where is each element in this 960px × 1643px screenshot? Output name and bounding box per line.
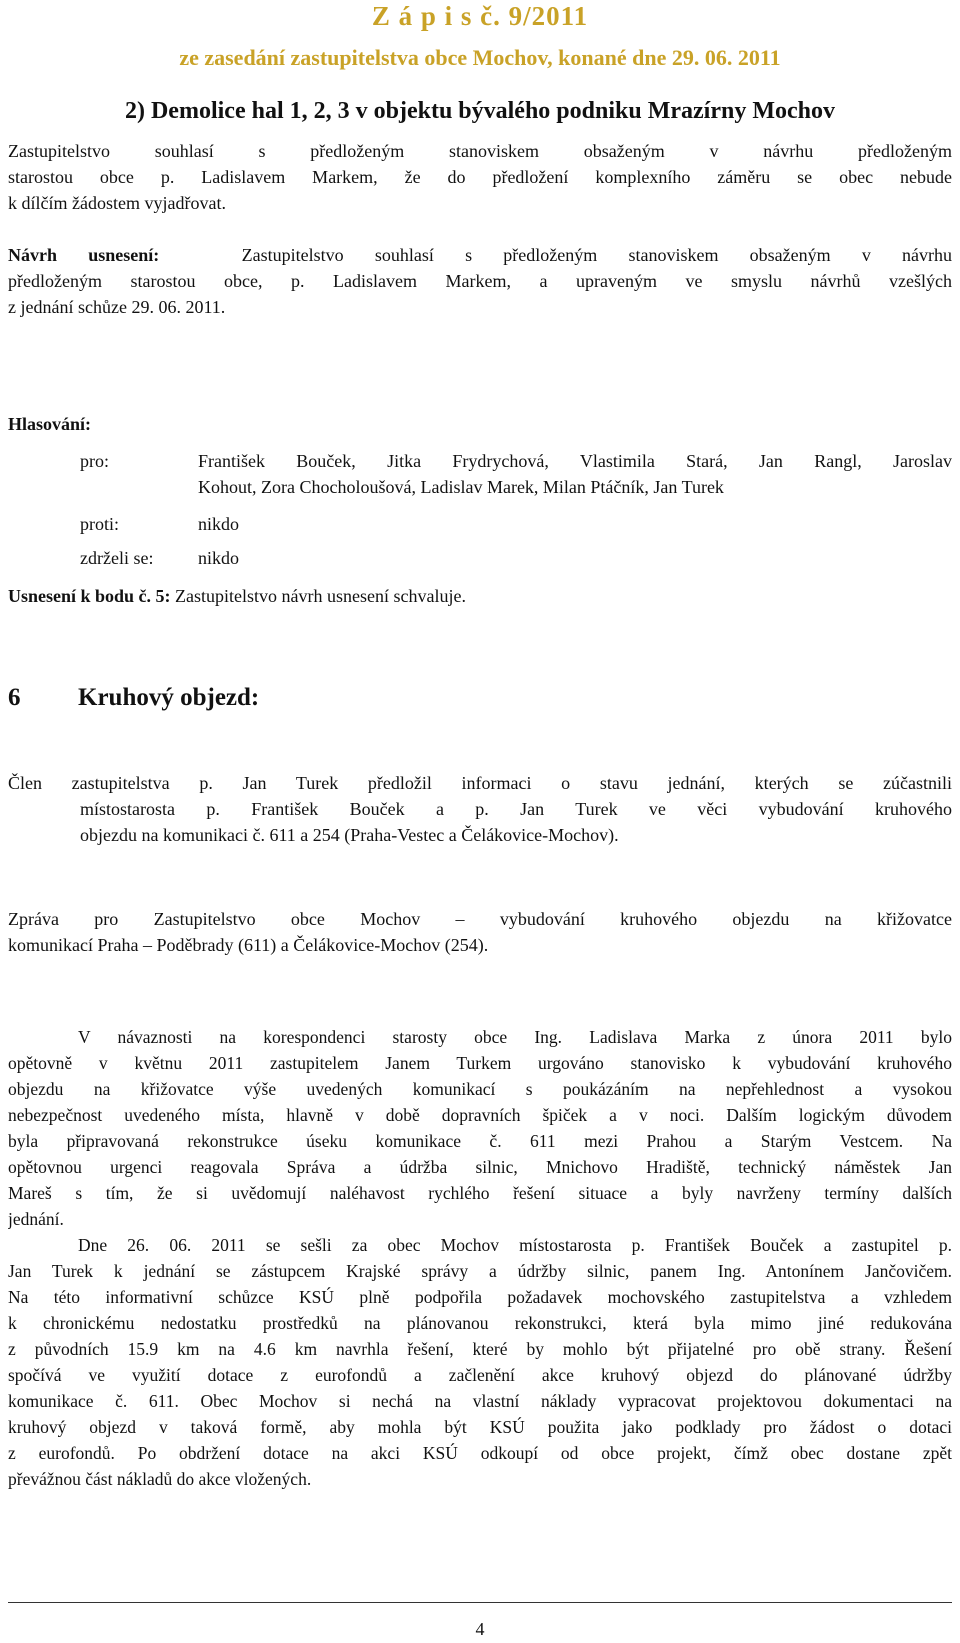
resolution: [8, 583, 466, 609]
body-line: spočívá ve využití dotace z eurofondů a začlenění akce kruhový objezd do plánované údržby: [8, 1365, 952, 1385]
intro-line: Člen zastupitelstva p. Jan Turek předložil informaci o stavu jednání, kterých se zúčastnili: [8, 773, 952, 793]
voting-label: Hlasování:: [8, 414, 92, 434]
report-line: Zpráva pro Zastupitelstvo obce Mochov – vybudování kruhového objezdu na křižovatce: [8, 909, 952, 929]
resolution-text: Zastupitelstvo návrh usnesení schvaluje.: [170, 586, 466, 606]
body-line: z eurofondů. Po obdržení dotace na akci KSÚ odkoupí od obce projekt, čímž obec dostane zpět: [8, 1443, 952, 1463]
body-line: převážnou část nákladů do akce vložených.: [8, 1469, 312, 1489]
report-body-2: [8, 1232, 952, 1492]
body-line: objezdu na křižovatce výše uvedených komunikací s poukázáním na nepřehlednost a vysokou: [8, 1079, 952, 1099]
body-line: z původních 15.9 km na 4.6 km navrhla řešení, které by mohlo být přijatelné pro obě strany. Řešení: [8, 1339, 952, 1359]
vote-for-line: František Bouček, Jitka Frydrychová, Vlastimila Stará, Jan Rangl, Jaroslav: [198, 451, 952, 471]
body-line: Na této informativní schůzce KSÚ plně podpořila požadavek mochovského zastupitelstva a vzhledem: [8, 1287, 952, 1307]
body-line: komunikace č. 611. Obec Mochov si nechá na vlastní náklady vypracovat projektovou dokumentaci na: [8, 1391, 952, 1411]
body-line: nebezpečnost uvedeného místa, hlavně v době dopravních špiček a v noci. Dalším logickým důvodem: [8, 1105, 952, 1125]
body-line: byla připravovaná rekonstrukce úseku komunikace č. 611 mezi Prahou a Starým Vestcem. Na: [8, 1131, 952, 1151]
section-6-number: 6: [8, 684, 21, 711]
section-6-intro: [8, 770, 952, 796]
proposal-line: z jednání schůze 29. 06. 2011.: [8, 297, 226, 317]
resolution-proposal: [8, 242, 952, 320]
proposal-label: Návrh usnesení:: [8, 245, 160, 265]
report-body-1: [8, 1024, 952, 1232]
vote-for-line: Kohout, Zora Chocholoušová, Ladislav Marek, Milan Ptáčník, Jan Turek: [198, 477, 724, 497]
intro-line: místostarosta p. František Bouček a p. Jan Turek ve věci vybudování kruhového: [80, 799, 952, 819]
proposal-line: Zastupitelstvo souhlasí s předloženým stanoviskem obsaženým v návrhu: [241, 245, 952, 265]
paragraph-line: k dílčím žádostem vyjadřovat.: [8, 193, 226, 213]
body-line: Dne 26. 06. 2011 se sešli za obec Mochov místostarosta p. František Bouček a zastupitel p.: [78, 1235, 952, 1255]
body-line: Jan Turek k jednání se zástupcem Krajské správy a údržby silnic, panem Ing. Antonínem Jančovičem.: [8, 1261, 952, 1281]
body-line: opětovně v květnu 2011 zastupitelem Janem Turkem urgováno stanovisko k vybudování kruhového: [8, 1053, 952, 1073]
vote-for-label: pro:: [80, 451, 109, 471]
body-line: Mareš s tím, že si uvědomují naléhavost rychlého řešení situace a byly navrženy termíny dalších: [8, 1183, 952, 1203]
document-page: [8, 0, 952, 1643]
paragraph-line: Zastupitelstvo souhlasí s předloženým stanoviskem obsaženým v návrhu předloženým: [8, 141, 952, 161]
body-line: kruhový objezd v taková formě, aby mohla být KSÚ použita jako podklady pro žádost o dotaci: [8, 1417, 952, 1437]
vote-against-label: proti:: [80, 514, 119, 534]
body-line: V návaznosti na korespondenci starosty obce Ing. Ladislava Marka z února 2011 bylo: [78, 1027, 952, 1047]
footer-divider: [8, 1602, 952, 1603]
document-title: Z á p i s č. 9/2011: [371, 1, 589, 31]
proposal-line: předloženým starostou obce, p. Ladislavem Markem, a upraveným ve smyslu návrhů vzešlých: [8, 271, 952, 291]
report-line: komunikací Praha – Poděbrady (611) a Čelákovice-Mochov (254).: [8, 935, 489, 955]
body-line: k chronickému nedostatku prostředků na plánovanou rekonstrukci, která byla mimo jiné redukována: [8, 1313, 952, 1333]
resolution-label: Usnesení k bodu č. 5:: [8, 586, 171, 606]
item-2-paragraph: [8, 138, 952, 216]
item-2-heading: 2) Demolice hal 1, 2, 3 v objektu bývalého podniku Mrazírny Mochov: [124, 98, 835, 124]
vote-against-value: nikdo: [198, 514, 240, 534]
vote-abstain-value: nikdo: [198, 548, 240, 568]
section-6-title: Kruhový objezd:: [78, 684, 260, 711]
vote-abstain-label: zdrželi se:: [80, 548, 154, 568]
body-line: opětovnou urgenci reagovala Správa a údržba silnic, Mnichovo Hradiště, technický náměstek Jan: [8, 1157, 952, 1177]
page-number: 4: [475, 1619, 485, 1639]
report-heading: [8, 906, 952, 958]
intro-line: objezdu na komunikaci č. 611 a 254 (Praha-Vestec a Čelákovice-Mochov).: [80, 825, 619, 845]
section-6-intro-continued: [80, 796, 952, 848]
vote-for-names: [198, 448, 952, 500]
document-subtitle: ze zasedání zastupitelstva obce Mochov, konané dne 29. 06. 2011: [179, 45, 781, 70]
paragraph-line: starostou obce p. Ladislavem Markem, že do předložení komplexního záměru se obec nebude: [8, 167, 952, 187]
body-line: jednání.: [8, 1209, 64, 1229]
